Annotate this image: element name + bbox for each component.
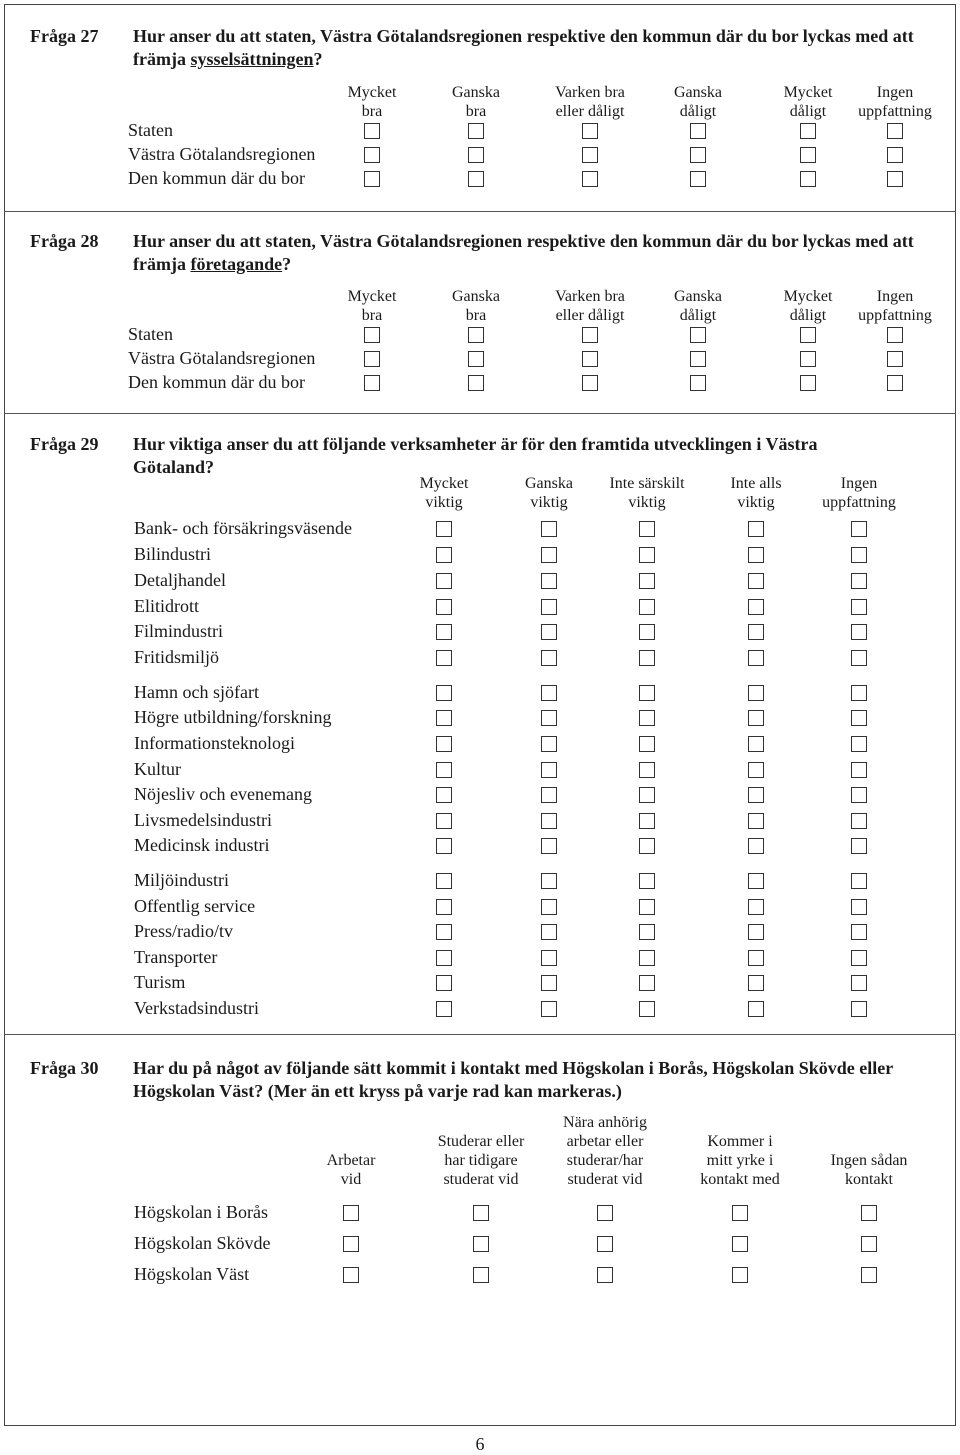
question-27-text-main: Hur anser du att staten, Västra Götalandsregionen respektive den kommun där du bor lyckas med att främja xyxy=(133,26,914,69)
q29-column-header-line: viktig xyxy=(425,494,463,511)
q29-checkbox[interactable] xyxy=(851,736,867,752)
q29-checkbox[interactable] xyxy=(748,762,764,778)
q27-row-label: Västra Götalandsregionen xyxy=(128,144,316,164)
q27-column-header-line: uppfattning xyxy=(858,103,932,120)
q29-checkbox[interactable] xyxy=(436,650,452,666)
q30-column-header xyxy=(286,1151,416,1189)
q30-column-header-line: mitt yrke i xyxy=(706,1152,774,1169)
q30-column-header xyxy=(675,1132,805,1189)
q29-checkbox[interactable] xyxy=(748,813,764,829)
q29-checkbox[interactable] xyxy=(436,787,452,803)
q29-checkbox[interactable] xyxy=(748,950,764,966)
q29-row-label: Elitidrott xyxy=(134,596,199,616)
question-28-text xyxy=(133,230,923,276)
q29-row-label: Högre utbildning/forskning xyxy=(134,707,332,727)
q29-row-label: Hamn och sjöfart xyxy=(134,682,259,702)
q29-checkbox[interactable] xyxy=(541,710,557,726)
q29-row-label: Bank- och försäkringsväsende xyxy=(134,518,352,538)
q29-column-header-line: Inte alls xyxy=(730,475,782,492)
q28-column-header-line: Mycket xyxy=(347,288,397,305)
q29-column-header-line: Inte särskilt xyxy=(609,475,685,492)
q28-checkbox[interactable] xyxy=(364,351,380,367)
q29-checkbox[interactable] xyxy=(748,521,764,537)
q27-column-header-line: Ganska xyxy=(452,84,500,101)
q27-checkbox[interactable] xyxy=(690,147,706,163)
q29-row-label: Medicinsk industri xyxy=(134,835,270,855)
q30-column-header-line: Kommer i xyxy=(707,1133,773,1150)
question-28-number: Fråga 28 xyxy=(30,231,99,251)
q27-checkbox[interactable] xyxy=(800,147,816,163)
q27-checkbox[interactable] xyxy=(690,171,706,187)
q28-column-header-line: Ganska xyxy=(452,288,500,305)
q29-checkbox[interactable] xyxy=(639,547,655,563)
q29-checkbox[interactable] xyxy=(851,573,867,589)
q29-row-label: Detaljhandel xyxy=(134,570,226,590)
q29-checkbox[interactable] xyxy=(541,787,557,803)
q27-checkbox[interactable] xyxy=(364,123,380,139)
q27-checkbox[interactable] xyxy=(468,147,484,163)
q30-checkbox[interactable] xyxy=(732,1236,748,1252)
q29-checkbox[interactable] xyxy=(851,710,867,726)
q28-row-label: Västra Götalandsregionen xyxy=(128,348,316,368)
q29-checkbox[interactable] xyxy=(541,1001,557,1017)
q28-checkbox[interactable] xyxy=(468,327,484,343)
q29-row-label: Offentlig service xyxy=(134,896,256,916)
q30-checkbox[interactable] xyxy=(343,1267,359,1283)
q29-checkbox[interactable] xyxy=(748,873,764,889)
q30-column-header-line: Studerar eller xyxy=(437,1133,525,1150)
q28-checkbox[interactable] xyxy=(690,375,706,391)
q29-row-label: Transporter xyxy=(134,947,218,967)
q29-checkbox[interactable] xyxy=(851,950,867,966)
q29-checkbox[interactable] xyxy=(748,650,764,666)
q29-checkbox[interactable] xyxy=(851,624,867,640)
q30-column-header-line: studerat vid xyxy=(567,1171,643,1188)
q27-checkbox[interactable] xyxy=(887,171,903,187)
q29-checkbox[interactable] xyxy=(541,599,557,615)
q29-checkbox[interactable] xyxy=(639,650,655,666)
q27-column-header xyxy=(830,83,960,121)
q27-checkbox[interactable] xyxy=(364,147,380,163)
divider xyxy=(4,413,956,414)
q29-checkbox[interactable] xyxy=(639,736,655,752)
q28-checkbox[interactable] xyxy=(582,327,598,343)
q29-row-label: Press/radio/tv xyxy=(134,921,233,941)
q29-checkbox[interactable] xyxy=(541,521,557,537)
q29-checkbox[interactable] xyxy=(541,975,557,991)
q27-column-header-line: bra xyxy=(465,103,487,120)
q28-column-header-line: bra xyxy=(361,307,383,324)
q28-column-header-line: Ganska xyxy=(674,288,722,305)
q28-checkbox[interactable] xyxy=(582,375,598,391)
question-28-text-end: ? xyxy=(282,254,292,274)
q28-checkbox[interactable] xyxy=(690,351,706,367)
question-28-text-underlined: företagande xyxy=(190,254,283,274)
q29-checkbox[interactable] xyxy=(541,813,557,829)
q29-row-label: Fritidsmiljö xyxy=(134,647,220,667)
q29-row-label: Bilindustri xyxy=(134,544,212,564)
q30-column-header-line: kontakt med xyxy=(700,1171,780,1188)
divider xyxy=(4,211,956,212)
q29-checkbox[interactable] xyxy=(748,975,764,991)
q28-column-header-line: Varken bra xyxy=(555,288,625,305)
q30-column-header-line: studerat vid xyxy=(443,1171,519,1188)
q27-column-header-line: Mycket xyxy=(347,84,397,101)
q28-checkbox[interactable] xyxy=(887,351,903,367)
q29-checkbox[interactable] xyxy=(541,950,557,966)
q29-checkbox[interactable] xyxy=(541,924,557,940)
q29-checkbox[interactable] xyxy=(748,547,764,563)
q28-row-label: Staten xyxy=(128,324,173,344)
q29-checkbox[interactable] xyxy=(851,873,867,889)
q30-row-label: Högskolan Väst xyxy=(134,1264,250,1284)
q30-row-label: Högskolan i Borås xyxy=(134,1202,268,1222)
q29-checkbox[interactable] xyxy=(639,950,655,966)
q29-checkbox[interactable] xyxy=(748,710,764,726)
q28-checkbox[interactable] xyxy=(582,351,598,367)
q28-column-header-line: Ingen xyxy=(876,288,914,305)
question-30-text: Har du på något av följande sätt kommit i kontakt med Högskolan i Borås, Högskolan Skövde eller Högskolan Väst? (Mer än ett kryss på varje rad kan markeras.) xyxy=(133,1058,893,1101)
q29-checkbox[interactable] xyxy=(748,573,764,589)
q29-column-header-line: Ganska xyxy=(525,475,573,492)
q27-checkbox[interactable] xyxy=(468,123,484,139)
q29-checkbox[interactable] xyxy=(639,975,655,991)
q29-checkbox[interactable] xyxy=(748,624,764,640)
q29-checkbox[interactable] xyxy=(541,685,557,701)
q29-checkbox[interactable] xyxy=(851,838,867,854)
q28-column-header-line: bra xyxy=(465,307,487,324)
q29-checkbox[interactable] xyxy=(851,975,867,991)
q27-checkbox[interactable] xyxy=(582,123,598,139)
q29-checkbox[interactable] xyxy=(748,1001,764,1017)
q29-column-header-line: Ingen xyxy=(840,475,878,492)
q30-column-header-line: studerar/har xyxy=(566,1152,644,1169)
q30-column-header-line: arbetar eller xyxy=(566,1133,644,1150)
q29-checkbox[interactable] xyxy=(436,710,452,726)
q29-checkbox[interactable] xyxy=(541,838,557,854)
q30-column-header xyxy=(416,1132,546,1189)
q29-row-label: Turism xyxy=(134,972,186,992)
q28-column-header-line: eller dåligt xyxy=(555,307,625,324)
q30-column-header xyxy=(804,1151,934,1189)
q29-column-header-line: uppfattning xyxy=(822,494,896,511)
question-27-text xyxy=(133,25,923,71)
q28-checkbox[interactable] xyxy=(887,327,903,343)
q29-checkbox[interactable] xyxy=(851,1001,867,1017)
q29-checkbox[interactable] xyxy=(748,838,764,854)
q30-checkbox[interactable] xyxy=(343,1205,359,1221)
question-29-number: Fråga 29 xyxy=(30,434,99,454)
q27-checkbox[interactable] xyxy=(887,123,903,139)
q30-column-header-line: Nära anhörig xyxy=(563,1114,647,1131)
q29-checkbox[interactable] xyxy=(851,521,867,537)
q29-checkbox[interactable] xyxy=(436,521,452,537)
q28-checkbox[interactable] xyxy=(800,327,816,343)
q29-checkbox[interactable] xyxy=(436,685,452,701)
q29-checkbox[interactable] xyxy=(639,624,655,640)
q29-checkbox[interactable] xyxy=(436,547,452,563)
q28-column-header-line: dåligt xyxy=(679,307,717,324)
question-27-number: Fråga 27 xyxy=(30,26,99,46)
q27-column-header-line: Varken bra xyxy=(555,84,625,101)
q29-checkbox[interactable] xyxy=(639,573,655,589)
page-number: 6 xyxy=(475,1434,485,1454)
q29-checkbox[interactable] xyxy=(436,573,452,589)
q29-column-header-line: viktig xyxy=(530,494,568,511)
q29-row-label: Filmindustri xyxy=(134,621,224,641)
q29-checkbox[interactable] xyxy=(639,521,655,537)
q27-column-header-line: bra xyxy=(361,103,383,120)
q29-checkbox[interactable] xyxy=(639,873,655,889)
q29-checkbox[interactable] xyxy=(748,787,764,803)
question-30-number: Fråga 30 xyxy=(30,1058,99,1078)
q30-checkbox[interactable] xyxy=(861,1205,877,1221)
q29-checkbox[interactable] xyxy=(639,924,655,940)
q27-column-header-line: Ingen xyxy=(876,84,914,101)
q27-checkbox[interactable] xyxy=(800,171,816,187)
q29-checkbox[interactable] xyxy=(851,762,867,778)
q28-column-header-line: dåligt xyxy=(789,307,827,324)
q30-checkbox[interactable] xyxy=(861,1236,877,1252)
q28-checkbox[interactable] xyxy=(468,351,484,367)
q27-checkbox[interactable] xyxy=(800,123,816,139)
q28-column-header-line: Mycket xyxy=(783,288,833,305)
q28-checkbox[interactable] xyxy=(887,375,903,391)
q29-checkbox[interactable] xyxy=(541,762,557,778)
q29-checkbox[interactable] xyxy=(639,685,655,701)
q27-checkbox[interactable] xyxy=(690,123,706,139)
q29-checkbox[interactable] xyxy=(436,813,452,829)
q29-checkbox[interactable] xyxy=(748,736,764,752)
q29-checkbox[interactable] xyxy=(639,710,655,726)
q29-checkbox[interactable] xyxy=(541,624,557,640)
q27-column-header-line: dåligt xyxy=(789,103,827,120)
q29-checkbox[interactable] xyxy=(541,650,557,666)
q29-checkbox[interactable] xyxy=(748,599,764,615)
q28-column-header-line: uppfattning xyxy=(858,307,932,324)
q28-column-header xyxy=(411,287,541,325)
q28-checkbox[interactable] xyxy=(468,375,484,391)
q29-row-label: Livsmedelsindustri xyxy=(134,810,272,830)
q29-checkbox[interactable] xyxy=(541,547,557,563)
q29-checkbox[interactable] xyxy=(639,813,655,829)
q29-checkbox[interactable] xyxy=(851,787,867,803)
q29-checkbox[interactable] xyxy=(436,924,452,940)
q29-row-label: Nöjesliv och evenemang xyxy=(134,784,312,804)
q29-checkbox[interactable] xyxy=(639,599,655,615)
q30-checkbox[interactable] xyxy=(473,1267,489,1283)
q29-row-label: Miljöindustri xyxy=(134,870,230,890)
q29-row-label: Informationsteknologi xyxy=(134,733,295,753)
question-28-text-main: Hur anser du att staten, Västra Götalandsregionen respektive den kommun där du bor lyckas med att främja xyxy=(133,231,914,274)
q29-checkbox[interactable] xyxy=(851,599,867,615)
q29-checkbox[interactable] xyxy=(851,899,867,915)
q28-checkbox[interactable] xyxy=(800,375,816,391)
q29-checkbox[interactable] xyxy=(851,685,867,701)
q29-column-header-line: Mycket xyxy=(419,475,469,492)
q29-row-label: Kultur xyxy=(134,759,181,779)
q29-checkbox[interactable] xyxy=(436,873,452,889)
q27-checkbox[interactable] xyxy=(582,147,598,163)
q28-row-label: Den kommun där du bor xyxy=(128,372,305,392)
q30-checkbox[interactable] xyxy=(732,1267,748,1283)
q30-checkbox[interactable] xyxy=(473,1205,489,1221)
q29-checkbox[interactable] xyxy=(851,650,867,666)
q28-checkbox[interactable] xyxy=(364,375,380,391)
q30-column-header-line: Ingen sådan xyxy=(830,1152,908,1169)
q27-column-header-line: Mycket xyxy=(783,84,833,101)
q27-checkbox[interactable] xyxy=(582,171,598,187)
q29-checkbox[interactable] xyxy=(541,899,557,915)
q29-checkbox[interactable] xyxy=(748,924,764,940)
divider xyxy=(4,1034,956,1035)
q27-row-label: Staten xyxy=(128,120,173,140)
q29-checkbox[interactable] xyxy=(748,685,764,701)
q29-checkbox[interactable] xyxy=(851,547,867,563)
question-29-text: Hur viktiga anser du att följande verksamheter är för den framtida utvecklingen i Västra Götaland? xyxy=(133,434,818,477)
q30-checkbox[interactable] xyxy=(732,1205,748,1221)
q29-checkbox[interactable] xyxy=(851,924,867,940)
q29-checkbox[interactable] xyxy=(639,1001,655,1017)
q27-checkbox[interactable] xyxy=(364,171,380,187)
q27-column-header xyxy=(411,83,541,121)
q29-checkbox[interactable] xyxy=(436,975,452,991)
q29-checkbox[interactable] xyxy=(639,838,655,854)
q29-checkbox[interactable] xyxy=(639,762,655,778)
q29-checkbox[interactable] xyxy=(436,762,452,778)
q30-checkbox[interactable] xyxy=(861,1267,877,1283)
q29-checkbox[interactable] xyxy=(748,899,764,915)
q30-column-header-line: har tidigare xyxy=(444,1152,518,1169)
q27-row-label: Den kommun där du bor xyxy=(128,168,305,188)
q30-checkbox[interactable] xyxy=(597,1236,613,1252)
q29-column-header xyxy=(794,474,924,512)
q30-column-header-line: Arbetar xyxy=(326,1152,376,1169)
q29-column-header-line: viktig xyxy=(628,494,666,511)
q30-checkbox[interactable] xyxy=(597,1205,613,1221)
q28-column-header xyxy=(830,287,960,325)
q29-checkbox[interactable] xyxy=(436,624,452,640)
q28-checkbox[interactable] xyxy=(800,351,816,367)
q29-checkbox[interactable] xyxy=(436,1001,452,1017)
q29-checkbox[interactable] xyxy=(436,899,452,915)
q30-row-label: Högskolan Skövde xyxy=(134,1233,271,1253)
q30-checkbox[interactable] xyxy=(597,1267,613,1283)
q29-checkbox[interactable] xyxy=(541,736,557,752)
q28-checkbox[interactable] xyxy=(364,327,380,343)
q29-checkbox[interactable] xyxy=(851,813,867,829)
q27-column-header-line: Ganska xyxy=(674,84,722,101)
q29-checkbox[interactable] xyxy=(436,950,452,966)
q29-checkbox[interactable] xyxy=(436,599,452,615)
q30-column-header xyxy=(540,1113,670,1189)
q27-checkbox[interactable] xyxy=(887,147,903,163)
q30-checkbox[interactable] xyxy=(473,1236,489,1252)
q28-checkbox[interactable] xyxy=(690,327,706,343)
q29-checkbox[interactable] xyxy=(436,838,452,854)
q29-row-label: Verkstadsindustri xyxy=(134,998,259,1018)
q29-checkbox[interactable] xyxy=(639,787,655,803)
q27-column-header-line: dåligt xyxy=(679,103,717,120)
q27-column-header-line: eller dåligt xyxy=(555,103,625,120)
question-27-text-underlined: sysselsättningen xyxy=(190,49,314,69)
q30-column-header-line: vid xyxy=(340,1171,362,1188)
q30-column-header-line: kontakt xyxy=(845,1171,893,1188)
q29-column-header-line: viktig xyxy=(737,494,775,511)
q27-checkbox[interactable] xyxy=(468,171,484,187)
q29-checkbox[interactable] xyxy=(639,899,655,915)
q30-checkbox[interactable] xyxy=(343,1236,359,1252)
question-27-text-end: ? xyxy=(313,49,323,69)
q29-checkbox[interactable] xyxy=(436,736,452,752)
q29-checkbox[interactable] xyxy=(541,573,557,589)
q29-checkbox[interactable] xyxy=(541,873,557,889)
